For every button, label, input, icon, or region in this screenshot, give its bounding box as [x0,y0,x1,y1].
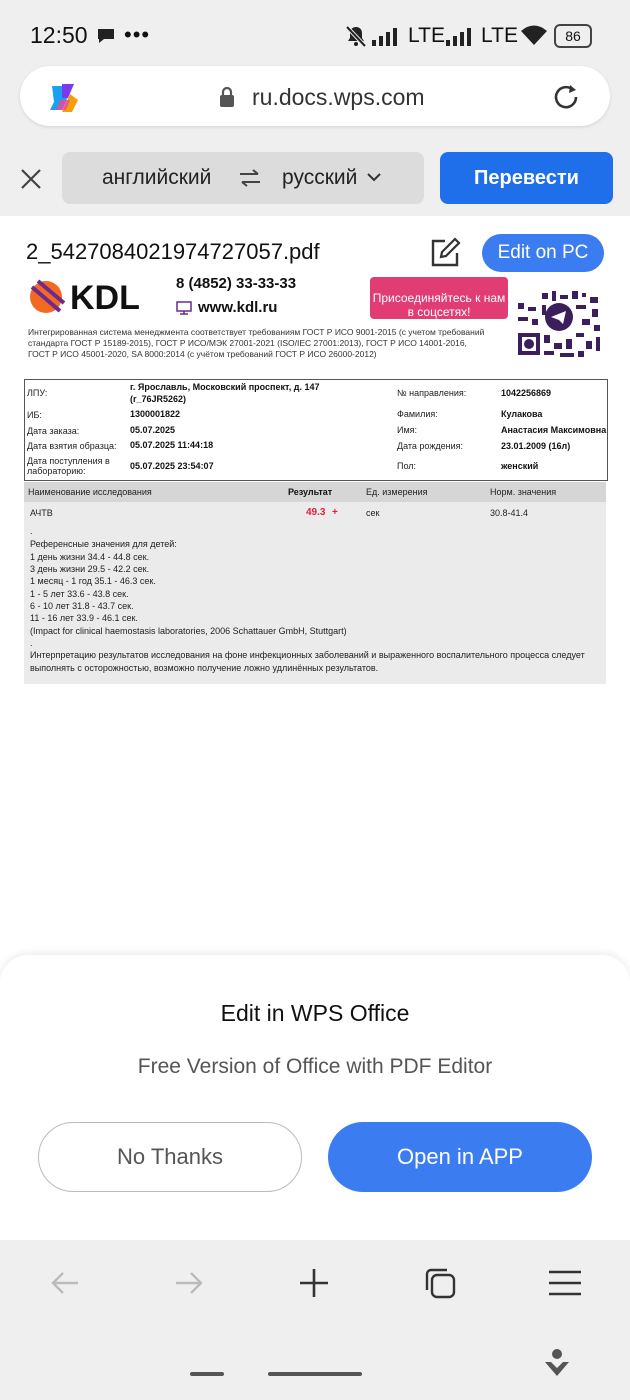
status-time: 12:50 [30,22,88,48]
lpu-code: (r_76JR5262) [130,394,187,404]
column-unit: Ед. измерения [366,487,428,497]
reload-icon[interactable] [550,81,582,113]
reference-line: 1 месяц - 1 год 35.1 - 46.3 сек. [30,576,156,586]
more-notifications-icon: ••• [124,22,151,47]
result-norm: 30.8-41.4 [490,508,529,518]
edit-icon[interactable] [428,236,462,270]
chevron-down-icon[interactable] [366,171,382,183]
network-label-2: LTE [481,24,518,47]
test-name: АЧТВ [30,508,53,518]
no-thanks-button[interactable]: No Thanks [38,1122,302,1192]
certification-line-3: ГОСТ Р ИСО 45001-2020, SA 8000:2014 (с учётом требований ГОСТ Р ИСО 26000-2012) [28,349,377,359]
reference-line: 6 - 10 лет 31.8 - 43.7 сек. [30,601,134,611]
source-language[interactable]: английский [102,166,212,189]
battery-icon: 86 [554,24,592,48]
reference-source: (Impact for clinical haemostasis laboratories, 2006 Schattauer GmbH, Stuttgart) [30,626,347,636]
ib-value: 1300001822 [130,409,181,419]
order-date-label: Дата заказа: [27,426,80,436]
chat-bubble-icon [96,27,116,45]
sex: женский [501,461,539,471]
received-date-label: Дата поступления в лабораторию: [27,456,110,476]
received-date: 05.07.2025 23:54:07 [130,461,214,471]
sample-date-label: Дата взятия образца: [27,441,117,451]
result-flag: + [332,507,338,518]
target-language[interactable]: русский [282,166,358,189]
tabs-icon[interactable] [423,1266,457,1300]
network-label-1: LTE [408,24,445,47]
result-unit: сек [366,508,380,518]
sample-date: 05.07.2025 11:44:18 [130,440,214,450]
certification-line-2: стандарта ГОСТ Р 15189-2015), ГОСТ Р ИСО/МЭК 27001-2021 (ISO/IEC 27001:2013), ГОСТ Р ИСО 14001-2016, [28,338,467,348]
ref-number-label: № направления: [397,388,467,398]
lab-phone: 8 (4852) 33-33-33 [176,275,297,292]
qr-code [516,289,602,359]
column-test-name: Наименование исследования [28,487,152,497]
back-arrow-icon[interactable] [50,1270,80,1296]
pdf-page [0,275,630,955]
column-result: Результат [288,487,333,497]
social-banner: Присоединяйтесь к нам в соцсетях! [370,277,508,319]
results-block [24,482,606,684]
interpretation-note-2: выполнять с осторожностью, возможно получение ложно удлинённых результатов. [30,663,379,673]
close-icon[interactable] [20,168,42,190]
patient-info-table [24,379,608,481]
nav-back-gesture[interactable] [190,1372,224,1376]
column-norm: Норм. значения [490,487,557,497]
wifi-icon [520,24,548,46]
reference-line: 3 день жизни 29.5 - 42.2 сек. [30,564,150,574]
browser-nav-bar [0,1240,630,1400]
ref-number: 1042256869 [501,388,552,398]
interpretation-note-1: Интерпретацию результатов исследования на фоне инфекционных заболеваний и выраженного воспалительного процесса следует [30,650,585,660]
kdl-logo: KDL [70,279,140,317]
new-tab-plus-icon[interactable] [299,1268,329,1298]
swap-languages-icon[interactable] [238,167,262,189]
name-label: Имя: [397,425,418,435]
patient-name: Анастасия Максимовна [501,425,607,435]
surname-label: Фамилия: [397,409,438,419]
computer-icon [176,301,192,315]
kdl-logo-mark [28,285,68,317]
lab-website: www.kdl.ru [198,299,278,316]
lpu-value: г. Ярославль, Московский проспект, д. 147 [130,382,320,392]
mute-bell-icon [344,24,368,48]
reference-title: Референсные значения для детей: [30,539,177,549]
signal-icon-1 [372,26,402,46]
wps-prompt-sheet [0,955,630,1245]
signal-icon-2 [446,26,476,46]
dob: 23.01.2009 (16л) [501,441,571,451]
copilot-icon[interactable] [46,80,82,114]
translate-button[interactable]: Перевести [440,152,613,204]
sheet-title: Edit in WPS Office [220,1000,410,1026]
sex-label: Пол: [397,461,417,471]
reference-line: 1 день жизни 34.4 - 44.8 сек. [30,552,150,562]
file-name: 2_5427084021974727057.pdf [26,239,320,264]
reference-line: 1 - 5 лет 33.6 - 43.8 сек. [30,589,129,599]
open-in-app-button[interactable]: Open in APP [328,1122,592,1192]
order-date: 05.07.2025 [130,425,176,435]
lpu-label: ЛПУ: [27,388,48,398]
lock-icon [218,86,236,108]
url-text[interactable]: ru.docs.wps.com [252,84,425,110]
dob-label: Дата рождения: [397,441,463,451]
sheet-subtitle: Free Version of Office with PDF Editor [137,1055,493,1078]
home-gesture-bar[interactable] [268,1372,362,1376]
surname: Кулакова [501,409,543,419]
result-value: 49.3 [306,507,326,518]
reference-line: 11 - 16 лет 33.9 - 46.1 сек. [30,613,138,623]
edit-on-pc-button[interactable]: Edit on PC [482,234,604,272]
forward-arrow-icon[interactable] [174,1270,204,1296]
accessibility-icon[interactable] [542,1346,572,1380]
ib-label: ИБ: [27,410,42,420]
certification-line-1: Интегрированная система менеджмента соответствует требованиям ГОСТ Р ИСО 9001-2015 (с учетом требований [28,327,485,337]
dot-line-2: . [30,638,33,648]
dot-line-1: . [30,526,33,536]
menu-hamburger-icon[interactable] [548,1270,582,1296]
